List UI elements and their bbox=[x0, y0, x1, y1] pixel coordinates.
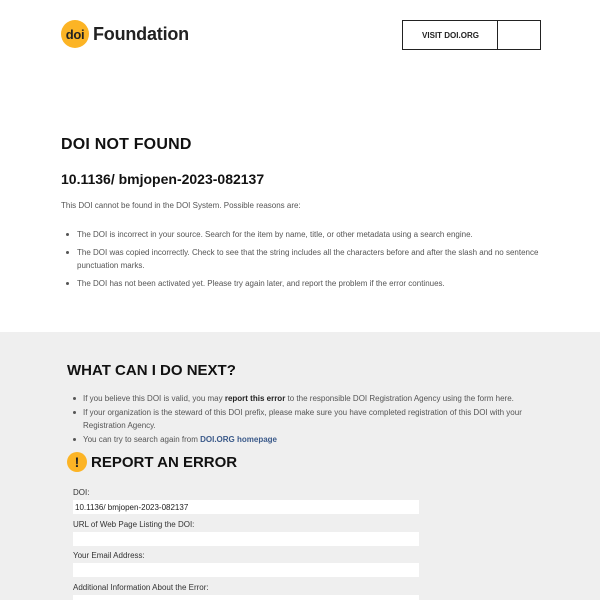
doi-field-label: DOI: bbox=[73, 488, 90, 497]
site-header bbox=[0, 0, 600, 70]
doi-heading: 10.1136/ bmjopen-2023-082137 bbox=[61, 171, 265, 187]
url-field[interactable] bbox=[73, 532, 419, 546]
report-title: REPORT AN ERROR bbox=[91, 453, 238, 471]
next-step-text: If you believe this DOI is valid, you may bbox=[83, 394, 225, 403]
reasons-list bbox=[61, 228, 541, 295]
report-header bbox=[67, 452, 237, 472]
logo-wordmark: Foundation bbox=[93, 23, 189, 44]
visit-doi-org-button[interactable]: VISIT DOI.ORG bbox=[402, 20, 498, 50]
next-step-item: If your organization is the steward of this DOI prefix, please make sure you have completed registration of this DOI with your Registration Agency. bbox=[67, 406, 537, 432]
url-field-label: URL of Web Page Listing the DOI: bbox=[73, 520, 195, 529]
report-error-text: report this error bbox=[224, 394, 286, 403]
exclamation-icon: ! bbox=[67, 452, 87, 472]
reason-item: The DOI has not been activated yet. Please try again later, and report the problem if the error continues. bbox=[61, 277, 541, 290]
email-field[interactable] bbox=[73, 563, 419, 577]
email-field-label: Your Email Address: bbox=[73, 551, 145, 560]
error-intro: This DOI cannot be found in the DOI System. Possible reasons are: bbox=[61, 201, 301, 210]
next-step-text: to the responsible DOI Registration Agency using the form here. bbox=[285, 394, 514, 403]
menu-button[interactable] bbox=[497, 20, 541, 50]
doi-foundation-logo[interactable] bbox=[61, 20, 189, 48]
doi-logo-mark: doi bbox=[61, 20, 89, 48]
info-field-label: Additional Information About the Error: bbox=[73, 583, 209, 592]
reason-item: The DOI is incorrect in your source. Search for the item by name, title, or other metadata using a search engine. bbox=[61, 228, 541, 241]
next-steps-title: WHAT CAN I DO NEXT? bbox=[67, 362, 236, 379]
next-steps-list bbox=[67, 392, 537, 447]
info-field[interactable] bbox=[73, 595, 419, 600]
doi-field[interactable] bbox=[73, 500, 419, 514]
doi-homepage-link[interactable]: DOI.ORG homepage bbox=[200, 435, 278, 444]
reason-item: The DOI was copied incorrectly. Check to see that the string includes all the characters before and after the slash and no sentence punctuation marks. bbox=[61, 246, 541, 272]
next-step-item bbox=[67, 392, 537, 405]
next-step-item bbox=[67, 433, 537, 446]
page-title: DOI NOT FOUND bbox=[61, 136, 192, 153]
next-step-text: You can try to search again from bbox=[83, 435, 201, 444]
